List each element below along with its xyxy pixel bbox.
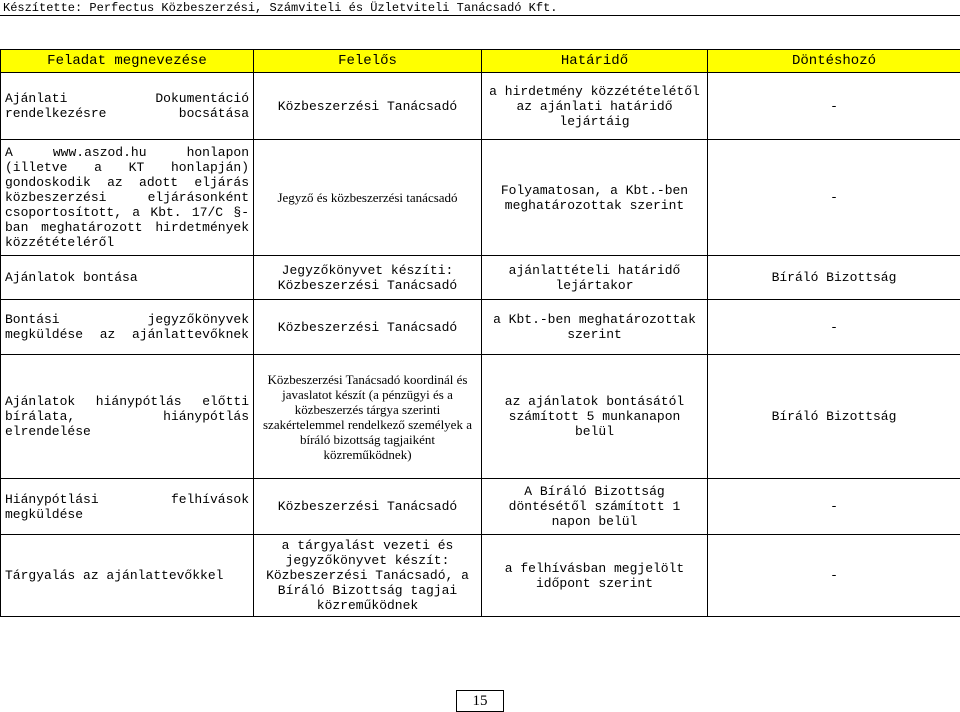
- deadline-cell: Folyamatosan, a Kbt.-ben meghatározottak szerint: [482, 140, 708, 256]
- table-row: [1, 140, 960, 256]
- table-row: [1, 479, 960, 535]
- page-header: Készítette: Perfectus Közbeszerzési, Számviteli és Üzletviteli Tanácsadó Kft.: [3, 1, 957, 15]
- deadline-cell: a Kbt.-ben meghatározottak szerint: [482, 300, 708, 355]
- deadline-cell: az ajánlatok bontásától számított 5 munkanapon belül: [482, 355, 708, 479]
- task-cell: A www.aszod.hu honlapon (illetve a KT honlapján) gondoskodik az adott eljárás közbeszerzési eljárásonként csoportosított, a Kbt. 17/C §-ban meghatározott hirdetmények közzétételéről: [1, 140, 254, 256]
- table-row: [1, 73, 960, 140]
- table-header-row: [1, 50, 960, 73]
- task-cell: Ajánlati Dokumentáció rendelkezésre bocsátása: [1, 73, 254, 140]
- task-cell: Ajánlatok bontása: [1, 256, 254, 300]
- column-header-owner: Felelős: [254, 50, 482, 73]
- task-cell: Hiánypótlási felhívások megküldése: [1, 479, 254, 535]
- deadline-cell: a hirdetmény közzétételétől az ajánlati határidő lejártáig: [482, 73, 708, 140]
- owner-cell: Jegyző és közbeszerzési tanácsadó: [254, 140, 482, 256]
- owner-cell: Közbeszerzési Tanácsadó: [254, 73, 482, 140]
- deadline-cell: ajánlattételi határidő lejártakor: [482, 256, 708, 300]
- table-row: [1, 535, 960, 617]
- column-header-deadline: Határidő: [482, 50, 708, 73]
- decider-cell: -: [708, 140, 960, 256]
- table-row: [1, 256, 960, 300]
- column-header-decider: Döntéshozó: [708, 50, 960, 73]
- column-header-task: Feladat megnevezése: [1, 50, 254, 73]
- owner-cell: a tárgyalást vezeti és jegyzőkönyvet készít: Közbeszerzési Tanácsadó, a Bíráló Bizottság tagjai közreműködnek: [254, 535, 482, 617]
- owner-cell: Közbeszerzési Tanácsadó: [254, 300, 482, 355]
- decider-cell: -: [708, 300, 960, 355]
- decider-cell: -: [708, 479, 960, 535]
- deadline-cell: a felhívásban megjelölt időpont szerint: [482, 535, 708, 617]
- decider-cell: Bíráló Bizottság: [708, 355, 960, 479]
- table-row: [1, 355, 960, 479]
- task-cell: Ajánlatok hiánypótlás előtti bírálata, hiánypótlás elrendelése: [1, 355, 254, 479]
- task-cell: Tárgyalás az ajánlattevőkkel: [1, 535, 254, 617]
- header-divider: [0, 15, 960, 16]
- owner-cell: Jegyzőkönyvet készíti: Közbeszerzési Tanácsadó: [254, 256, 482, 300]
- owner-cell: Közbeszerzési Tanácsadó: [254, 479, 482, 535]
- table-row: [1, 300, 960, 355]
- decider-cell: Bíráló Bizottság: [708, 256, 960, 300]
- decider-cell: -: [708, 73, 960, 140]
- deadline-cell: A Bíráló Bizottság döntésétől számított 1 napon belül: [482, 479, 708, 535]
- task-cell: Bontási jegyzőkönyvek megküldése az ajánlattevőknek: [1, 300, 254, 355]
- page-number: 15: [456, 690, 504, 712]
- responsibility-table: [0, 49, 960, 617]
- owner-cell: Közbeszerzési Tanácsadó koordinál és javaslatot készít (a pénzügyi és a közbeszerzés tárgya szerinti szakértelemmel rendelkező személyek a bíráló bizottság tagjaiként közreműködnek): [254, 355, 482, 479]
- decider-cell: -: [708, 535, 960, 617]
